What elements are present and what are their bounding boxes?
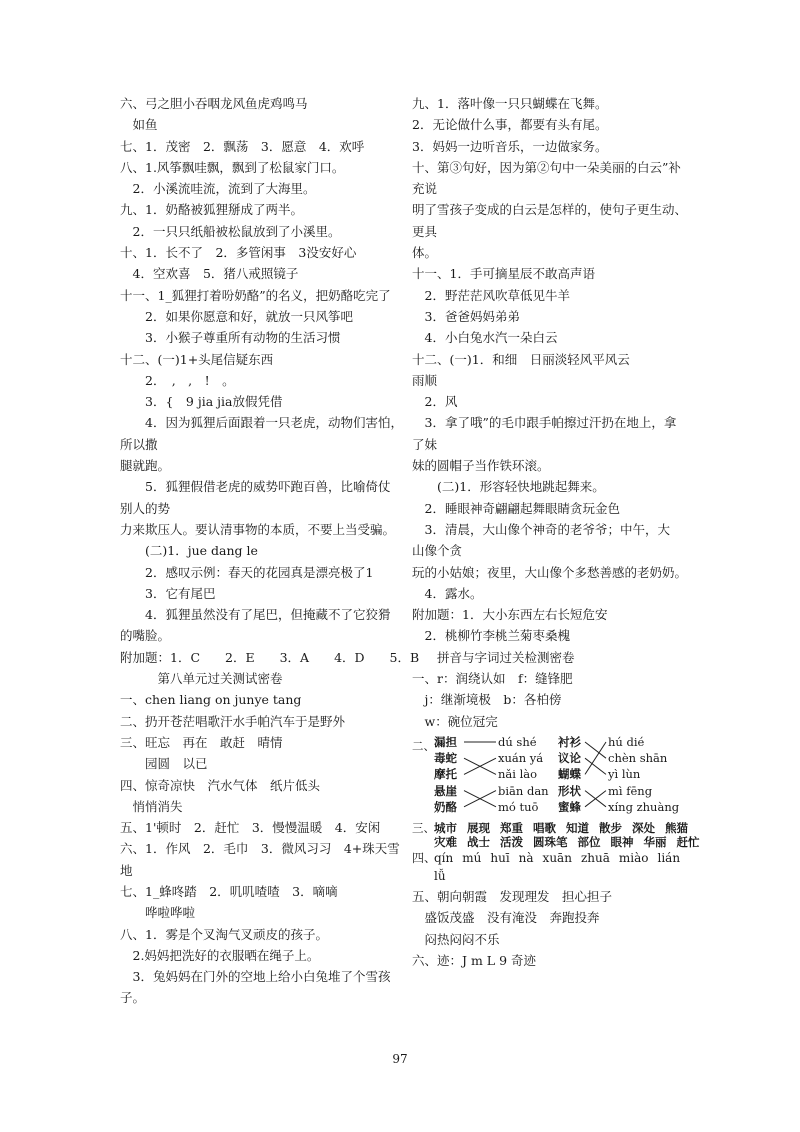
group-word-r1-3: 唱歌	[533, 820, 556, 835]
right-top-lines	[412, 93, 688, 732]
matching-left-word-1: 毒蛇	[434, 751, 457, 766]
answer-line-left-8: 4．空欢喜 5．猪八戒照镜子	[120, 266, 299, 282]
answer-line-left-12: 十二、(一)1+头尾信疑东西	[120, 351, 274, 367]
matching-heading: 二、	[412, 738, 435, 753]
groups-row-2	[434, 836, 710, 850]
matching-right-word-2: 蝴蝶	[558, 767, 581, 782]
answer-line-right-17: 妹的圆帽子当作铁环滚。	[412, 458, 550, 474]
matching-left-word-2: 摩托	[434, 767, 457, 782]
answer-line-right-25: 2．桃柳竹李桃兰菊枣桑槐	[412, 628, 570, 644]
left-column	[120, 93, 420, 1009]
answer-line-right-1: 2．无论做什么事，都要有头有尾。	[412, 117, 608, 133]
answer-line-left-30: 三、旺忘 再在 敢赶 晴情	[120, 734, 283, 750]
answer-line-left-13: 2． , , ! 。	[120, 372, 235, 388]
answer-line-left-15: 4．因为狐狸后面跟着一只老虎，动物们害怕，	[120, 415, 403, 431]
answer-line-left-27: 第八单元过关测试密卷	[120, 671, 283, 687]
answer-line-left-19: 别人的势	[120, 500, 171, 516]
matching-left-pinyin-4: mó tuō	[498, 799, 539, 814]
answer-line-right-27: 一、r：润绕认如 f：缝锋肥	[412, 671, 573, 687]
answer-line-left-31: 园圆 以已	[120, 756, 208, 772]
answer-line-left-28: 一、chen liang on junye tang	[120, 692, 302, 708]
answer-line-left-24: 4．狐狸虽然没有了尾巴，但掩藏不了它狡猾	[120, 607, 391, 623]
right-connector-2	[585, 742, 606, 774]
group-word-r1-1: 展现	[467, 820, 490, 835]
matching-left-pinyin-2: nǎi lào	[498, 767, 538, 782]
answer-line-right-0: 九、1．落叶像一只只蝴蝶在飞舞。	[412, 96, 608, 111]
answer-line-right-12: 十二、(一)1．和细 日丽淡轻风平风云	[412, 351, 630, 367]
answer-line-right-18: (二)1．形容轻快地跳起舞来。	[412, 479, 605, 495]
answer-line-left-23: 3．它有尾巴	[120, 585, 216, 601]
matching-left-word-3: 悬崖	[434, 783, 457, 798]
answer-line-left-14: 3．{ 9 jia jia放假凭借	[120, 394, 283, 410]
pinyin-item-3: nà	[518, 850, 534, 865]
pinyin-item-2: huī	[490, 850, 510, 865]
answer-line-left-10: 2．如果你愿意和好，就放一只风筝吧	[120, 308, 353, 324]
group-word-r2-7: 赶忙	[676, 834, 700, 849]
answer-line-left-33: 悄悄消失	[120, 798, 183, 814]
matching-right-word-0: 衬衫	[558, 734, 581, 749]
answer-line-left-34: 五、1'顿时 2．赶忙 3．慢慢温暖 4．安闲	[120, 820, 381, 836]
matching-right-pinyin-1: chèn shān	[608, 751, 668, 766]
answer-line-left-9: 十一、1_狐狸打着吩奶酪”的名义，把奶酪吃完了	[120, 287, 391, 303]
pinyin-item-7: lián	[657, 850, 681, 865]
matching-right-word-4: 蜜蜂	[558, 799, 581, 814]
answer-line-right-10: 3．爸爸妈妈弟弟	[412, 308, 520, 324]
group-word-r2-1: 战士	[467, 834, 490, 849]
answer-line-right-bottom-1: 盛饭茂盛 没有淹没 奔跑投奔	[412, 910, 600, 926]
answer-line-left-25: 的嘴脸。	[120, 628, 171, 644]
pinyin-item-extra: lǚ	[434, 868, 446, 883]
answer-line-left-37: 七、1_蜂咚踏 2．叽叽喳喳 3．嘀嘀	[120, 883, 338, 899]
group-word-r1-4: 知道	[566, 820, 589, 835]
answer-line-right-5: 明了雪孩子变成的白云是怎样的，使句子更生动、	[412, 202, 688, 218]
right-column	[412, 93, 700, 971]
answer-line-left-41: 3．兔妈妈在门外的空地上给小白兔堆了个雪孩	[120, 969, 391, 985]
matching-right-pinyin-0: hú dié	[608, 734, 645, 749]
answer-line-right-26: 拼音与字词过关检测密卷	[412, 649, 575, 665]
answer-line-right-4: 充说	[412, 181, 438, 197]
answer-line-left-36: 地	[120, 862, 133, 878]
group-word-r1-2: 郑重	[500, 820, 523, 835]
answer-line-right-3: 十、第③句好，因为第②句中一朵美丽的白云”补	[412, 159, 681, 175]
matching-right-word-3: 形状	[558, 783, 581, 798]
pinyin-heading: 四、	[412, 850, 437, 865]
matching-lines	[412, 734, 684, 816]
group-word-r1-7: 熊猫	[665, 820, 688, 835]
answer-line-right-20: 3．清晨，大山像个神奇的老爷爷；中午，大	[412, 521, 670, 537]
matching-right-pinyin-3: mì fēng	[608, 783, 653, 798]
answer-line-left-32: 四、惊奇凉快 汽水气体 纸片低头	[120, 777, 321, 793]
pinyin-item-4: xuān	[542, 850, 572, 865]
answer-line-left-17: 腿就跑。	[120, 458, 171, 474]
groups-heading: 三、	[412, 820, 435, 835]
group-word-r2-2: 活泼	[500, 834, 523, 849]
answer-line-right-28: j：继渐境极 b：各柏傍	[412, 692, 562, 708]
pinyin-item-0: qín	[434, 850, 454, 865]
answer-line-right-9: 2．野茫茫风吹草低见牛羊	[412, 287, 570, 303]
answer-line-right-bottom-0: 五、朝向朝霞 发现理发 担心担子	[412, 888, 613, 904]
matching-left-pinyin-0: dú shé	[498, 734, 537, 749]
group-word-r2-3: 圆珠笔	[533, 834, 568, 849]
right-connector-1	[585, 758, 606, 774]
right-connector-0	[585, 742, 606, 758]
answer-line-left-2: 七、1．茂密 2．飘荡 3．愿意 4．欢呼	[120, 138, 365, 154]
pinyin-item-5: zhuā	[580, 850, 610, 865]
answer-line-left-39: 八、1．雾是个叉淘气叉顽皮的孩子。	[120, 926, 328, 942]
answer-line-left-3: 八、1.风筝飘哇飘，飘到了松鼠家门口。	[120, 159, 345, 175]
matching-right-pinyin-2: yì lùn	[608, 767, 641, 782]
answer-line-left-22: 2．感叹示例：春天的花园真是漂亮极了1	[120, 564, 374, 580]
pinyin-item-1: mú	[462, 850, 482, 865]
right-bottom-lines	[412, 886, 684, 971]
answer-line-right-7: 体。	[412, 245, 438, 261]
matching-right-pinyin-4: xíng zhuàng	[608, 799, 680, 814]
answer-line-right-21: 山像个贪	[412, 543, 463, 559]
answer-line-left-42: 子。	[120, 990, 146, 1006]
answer-line-left-29: 二、扔开苍茫唱歌汗水手帕汽车于是野外	[120, 713, 346, 729]
answer-line-right-6: 更具	[412, 223, 438, 239]
matching-left-pinyin-1: xuán yá	[498, 751, 544, 766]
answer-line-left-0: 六、弓之胆小吞咽龙风鱼虎鸡鸣马	[120, 96, 308, 111]
answer-line-right-2: 3．妈妈一边听音乐，一边做家务。	[412, 138, 608, 154]
answer-line-right-22: 玩的小姑娘；夜里，大山像个多愁善感的老奶奶。	[412, 564, 688, 580]
matching-left-word-4: 奶酪	[434, 799, 457, 814]
group-word-r2-5: 眼神	[610, 834, 634, 849]
group-word-r1-5: 散步	[599, 820, 622, 835]
answer-line-right-24: 附加题：1．大小东西左右长短危安	[412, 607, 608, 623]
answer-line-right-19: 2．睡眼神奇翩翩起舞眼睛贪玩金色	[412, 500, 620, 516]
pinyin-matching-exercise	[412, 734, 684, 816]
group-word-r2-0: 灾难	[434, 834, 457, 849]
answer-line-right-15: 3．拿了哦”的毛巾跟手帕擦过汗扔在地上，拿	[412, 415, 677, 431]
group-word-r2-6: 华丽	[643, 834, 667, 849]
answer-line-right-16: 了妹	[412, 436, 438, 452]
answer-line-left-38: 哗啦哗啦	[120, 905, 196, 921]
matching-right-word-1: 议论	[558, 751, 581, 766]
answer-line-right-bottom-3: 六、迹：J m L 9 奇迹	[412, 952, 537, 968]
answer-line-left-4: 2．小溪流哇流，流到了大海里。	[120, 181, 316, 197]
answer-line-right-bottom-2: 闷热闷闷不乐	[412, 931, 500, 947]
answer-line-left-6: 2．一只只纸船被松鼠放到了小溪里。	[120, 223, 341, 239]
pinyin-row	[412, 850, 684, 886]
answer-line-left-1: 如鱼	[120, 117, 158, 133]
group-word-r2-4: 部位	[577, 834, 601, 849]
pinyin-item-6: miào	[618, 850, 649, 865]
answer-line-left-5: 九、1．奶酪被狐狸掰成了两半。	[120, 202, 303, 218]
groups-row-1	[434, 822, 702, 836]
answer-line-left-16: 所以撒	[120, 436, 158, 452]
group-word-r1-6: 深处	[632, 820, 655, 835]
page-number: 97	[392, 1052, 408, 1066]
answer-line-right-11: 4．小白兔水汽一朵白云	[412, 330, 558, 346]
answer-line-left-7: 十、1．长不了 2．多管闲事 3没安好心	[120, 245, 357, 261]
answer-line-left-35: 六、1．作风 2．毛巾 3．微风习习 4+珠天雪	[120, 841, 400, 857]
answer-line-right-29: w：碗位冠完	[412, 713, 498, 729]
answer-line-right-23: 4．露水。	[412, 585, 483, 601]
answer-line-left-26: 附加题：1．C 2．E 3．A 4．D 5．B	[120, 649, 420, 665]
answer-line-left-20: 力来欺压人。要认清事物的本质，不要上当受骗。	[120, 521, 396, 537]
answer-line-left-11: 3．小猴子尊重所有动物的生活习惯	[120, 330, 341, 346]
answer-line-left-21: (二)1．jue dang le	[120, 543, 258, 559]
answer-line-left-18: 5．狐狸假借老虎的威势吓跑百兽，比喻倚仗	[120, 479, 391, 495]
answer-line-right-8: 十一、1．手可摘星辰不敢高声语	[412, 266, 595, 282]
matching-left-word-0: 漏担	[434, 734, 457, 749]
answer-line-right-14: 2．风	[412, 394, 458, 410]
group-word-r1-0: 城市	[434, 820, 457, 835]
matching-left-pinyin-3: biān dan	[498, 783, 549, 798]
answer-line-right-13: 雨顺	[412, 372, 438, 388]
pinyin-items	[434, 850, 689, 867]
word-groups	[412, 820, 700, 850]
answer-line-left-40: 2.妈妈把洗好的衣服晒在绳子上。	[120, 947, 320, 963]
